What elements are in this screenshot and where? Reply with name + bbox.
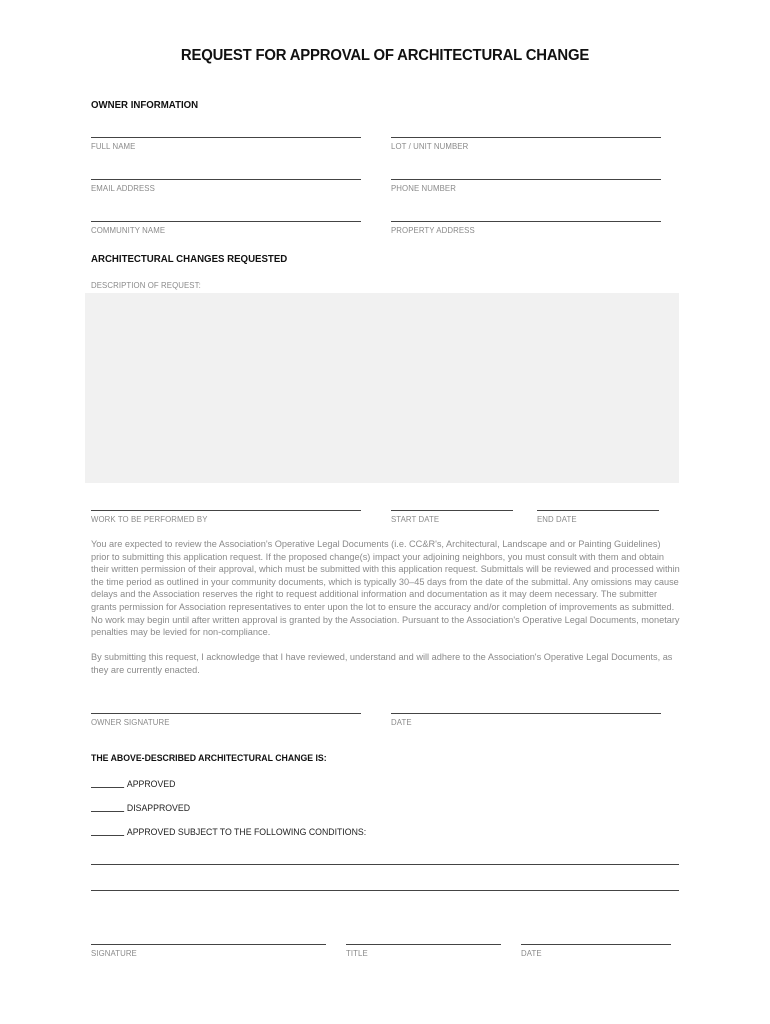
conditional-blank[interactable] [91, 835, 124, 836]
work-performed-by-field[interactable] [91, 510, 361, 511]
start-date-field[interactable] [391, 510, 513, 511]
conditions-line-2[interactable] [91, 890, 679, 891]
lot-unit-label: LOT / UNIT NUMBER [391, 141, 469, 151]
disapproved-blank[interactable] [91, 811, 124, 812]
description-label: DESCRIPTION OF REQUEST: [91, 280, 201, 290]
approval-heading: THE ABOVE-DESCRIBED ARCHITECTURAL CHANGE IS: [91, 753, 327, 764]
board-signature-field[interactable] [91, 944, 326, 945]
conditions-line-1[interactable] [91, 864, 679, 865]
phone-field[interactable] [391, 179, 661, 180]
approved-label: APPROVED [126, 779, 176, 790]
notice-text [91, 538, 681, 639]
community-name-field[interactable] [91, 221, 361, 222]
approved-blank[interactable] [91, 787, 124, 788]
page-title: REQUEST FOR APPROVAL OF ARCHITECTURAL CHANGE [180, 47, 590, 64]
email-field[interactable] [91, 179, 361, 180]
property-address-label: PROPERTY ADDRESS [391, 225, 475, 235]
conditional-option[interactable] [91, 827, 366, 838]
full-name-field[interactable] [91, 137, 361, 138]
acknowledgement-text [91, 651, 681, 676]
end-date-label: END DATE [537, 514, 577, 524]
acknowledgement-paragraph: By submitting this request, I acknowledge that I have reviewed, understand and will adhere to the Association's Operative Legal Documents, as they are currently enacted. [91, 652, 673, 675]
notice-paragraph-1: You are expected to review the Association's Operative Legal Documents (i.e. CC&R's, Architectural, Landscape and or Painting Guidelines) prior to submitting this application request. If the proposed change(s) impact your adjoining neighbors, you must consult with them and obtain their written permission of their approval, which must be submitted with this application request. Submittals will be reviewed and processed within the time period as outlined in your community documents, which is typically 30–45 days from the date of the submittal. Any omissions may cause delays and the Association reserves the right to request additional information and documentation as it may deem necessary. The submitter grants permission for Association representatives to enter upon the lot to ensure the accuracy and/or completion of improvements as submitted. No work may begin until after written approval is granted by the Association. Pursuant to the Association's Operative Legal Documents, monetary penalties may be levied for non-compliance. [91, 539, 680, 638]
owner-signature-label: OWNER SIGNATURE [91, 717, 170, 727]
end-date-field[interactable] [537, 510, 659, 511]
owner-signature-field[interactable] [91, 713, 361, 714]
full-name-label: FULL NAME [91, 141, 136, 151]
phone-label: PHONE NUMBER [391, 183, 456, 193]
disapproved-label: DISAPPROVED [126, 803, 191, 814]
disapproved-option[interactable] [91, 803, 190, 814]
owner-information-heading: OWNER INFORMATION [91, 99, 199, 111]
architectural-changes-heading: ARCHITECTURAL CHANGES REQUESTED [91, 253, 288, 265]
work-performed-by-label: WORK TO BE PERFORMED BY [91, 514, 208, 524]
board-signature-label: SIGNATURE [91, 948, 137, 958]
email-label: EMAIL ADDRESS [91, 183, 155, 193]
start-date-label: START DATE [391, 514, 440, 524]
board-title-field[interactable] [346, 944, 501, 945]
approved-option[interactable] [91, 779, 175, 790]
owner-signature-date-field[interactable] [391, 713, 661, 714]
description-textarea[interactable] [85, 293, 679, 483]
owner-signature-date-label: DATE [391, 717, 412, 727]
board-title-label: TITLE [346, 948, 368, 958]
lot-unit-field[interactable] [391, 137, 661, 138]
property-address-field[interactable] [391, 221, 661, 222]
board-date-label: DATE [521, 948, 542, 958]
conditional-label: APPROVED SUBJECT TO THE FOLLOWING CONDITIONS: [126, 827, 367, 838]
board-date-field[interactable] [521, 944, 671, 945]
community-name-label: COMMUNITY NAME [91, 225, 166, 235]
